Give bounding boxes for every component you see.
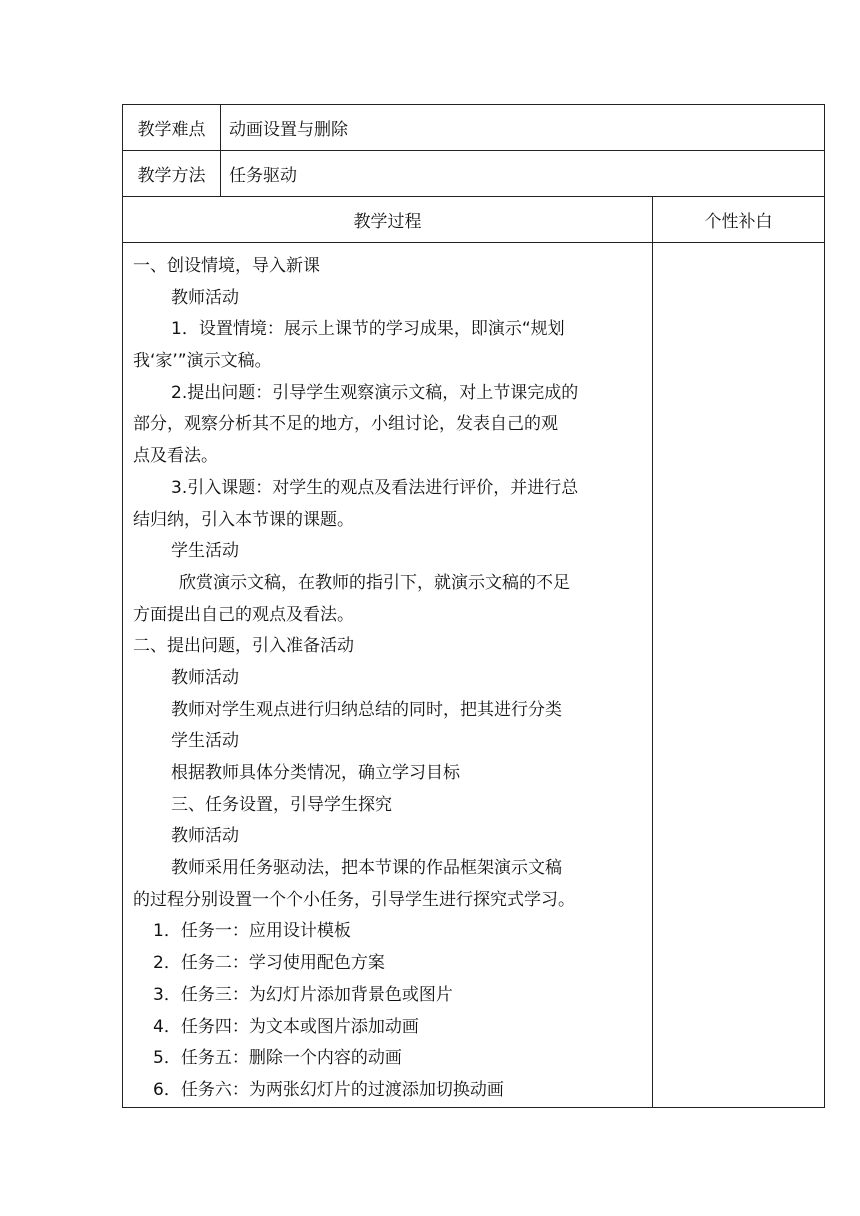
lesson-plan-table (122, 104, 825, 1108)
task-item: 3．任务三：为幻灯片添加背景色或图片 (153, 984, 453, 1005)
paragraph-line: 部分，观察分析其不足的地方，小组讨论，发表自己的观 (133, 414, 558, 435)
paragraph-line: 教师对学生观点进行归纳总结的同时，把其进行分类 (171, 699, 562, 720)
paragraph-line: 教师采用任务驱动法，把本节课的作品框架演示文稿 (171, 858, 562, 879)
method-value: 任务驱动 (221, 151, 825, 197)
difficulty-value: 动画设置与删除 (221, 105, 825, 151)
difficulty-row (123, 105, 825, 151)
header-row (123, 197, 825, 243)
student-activity-label: 学生活动 (171, 541, 239, 562)
task-item: 1．任务一：应用设计模板 (153, 921, 351, 942)
paragraph-line: 欣赏演示文稿，在教师的指引下，就演示文稿的不足 (179, 572, 570, 593)
process-header: 教学过程 (123, 197, 653, 243)
paragraph-line: 我‘家’”演示文稿。 (133, 351, 272, 372)
content-row (123, 243, 825, 1108)
paragraph-line: 方面提出自己的观点及看法。 (133, 604, 354, 625)
method-label: 教学方法 (123, 151, 221, 197)
paragraph-line: 根据教师具体分类情况，确立学习目标 (171, 763, 460, 783)
method-row (123, 151, 825, 197)
process-content (123, 243, 653, 1108)
paragraph-line: 结归纳，引入本节课的课题。 (133, 509, 354, 530)
paragraph-line: 3.引入课题：对学生的观点及看法进行评价，并进行总 (171, 477, 579, 498)
paragraph-line: 的过程分别设置一个个小任务，引导学生进行探究式学习。 (133, 889, 575, 910)
task-item: 2．任务二：学习使用配色方案 (153, 953, 385, 974)
supplement-content (653, 243, 825, 1108)
teacher-activity-label: 教师活动 (171, 667, 239, 688)
supplement-header: 个性补白 (653, 197, 825, 243)
task-item: 4．任务四：为文本或图片添加动画 (153, 1016, 419, 1037)
section-title: 一、创设情境，导入新课 (133, 256, 320, 276)
difficulty-label: 教学难点 (123, 105, 221, 151)
task-item: 5．任务五：删除一个内容的动画 (153, 1048, 402, 1069)
paragraph-line: 点及看法。 (133, 446, 218, 467)
teacher-activity-label: 教师活动 (171, 287, 239, 308)
task-item: 6．任务六：为两张幻灯片的过渡添加切换动画 (153, 1079, 504, 1100)
paragraph-line: 2.提出问题：引导学生观察演示文稿，对上节课完成的 (171, 382, 579, 403)
student-activity-label: 学生活动 (171, 731, 239, 752)
section-title: 三、任务设置，引导学生探究 (171, 794, 392, 815)
teacher-activity-label: 教师活动 (171, 826, 239, 847)
paragraph-line: 1．设置情境：展示上课节的学习成果，即演示“规划 (171, 319, 565, 340)
section-title: 二、提出问题，引入准备活动 (133, 636, 354, 657)
